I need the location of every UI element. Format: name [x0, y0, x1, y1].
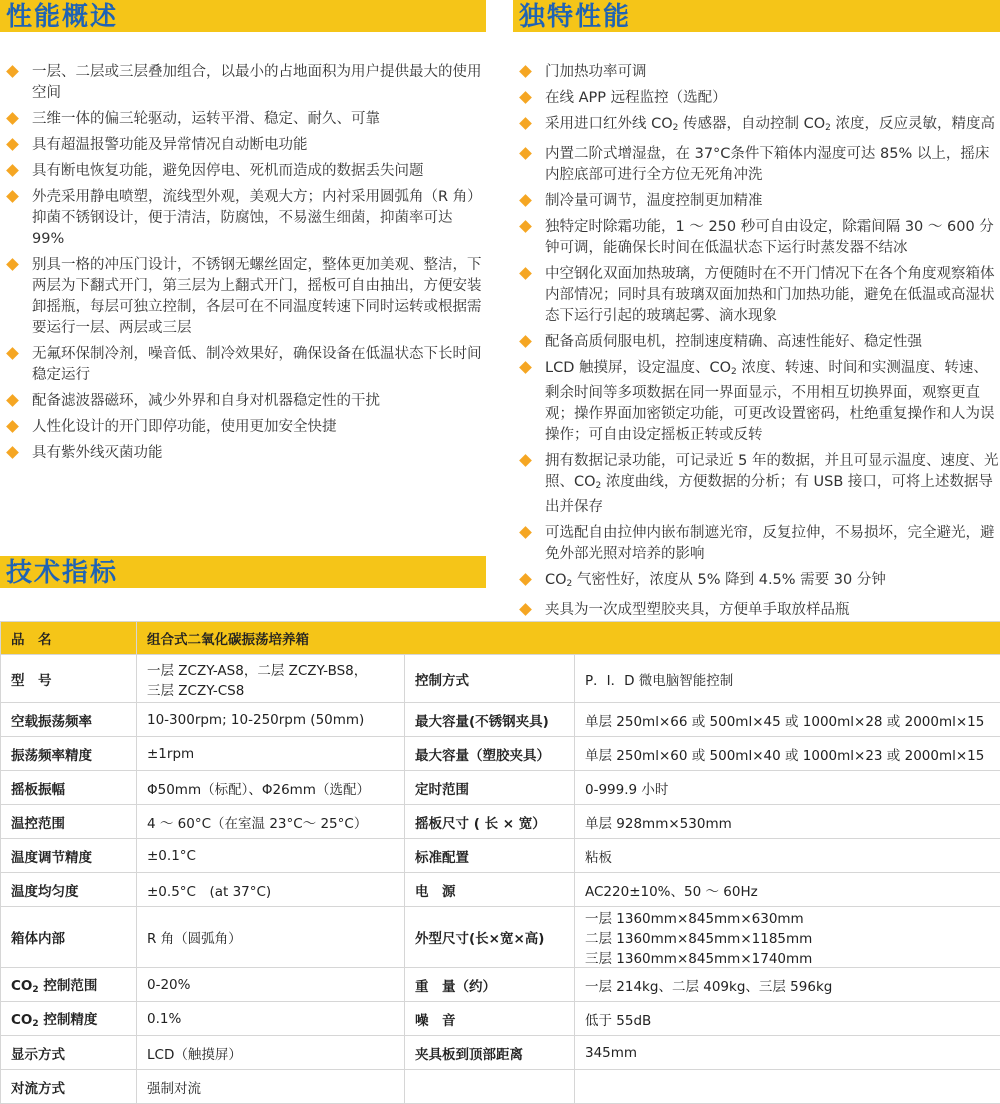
spec-value: 345mm [575, 1036, 1000, 1070]
diamond-bullet-icon [519, 603, 532, 616]
unique-item [513, 144, 1000, 186]
spec-value: 强制对流 [137, 1070, 405, 1104]
product-label: 品 名 [1, 622, 137, 655]
diamond-bullet-icon [519, 573, 532, 586]
spec-row [1, 655, 1000, 703]
unique-item-text: LCD 触摸屏，设定温度、$CO_2$ 浓度、转速、时间和实测温度、转速、剩余时间等多项数据在同一界面显示，不用相互切换界面，观察更直观；操作界面加密锁定功能，可更改设置密码，杜绝重复操作和人为误操作；可自由设定摇板正转或反转 [545, 360, 995, 443]
spec-header-row [1, 622, 1000, 655]
spec-value: 0-20% [137, 968, 405, 1002]
overview-item-text: 配备滤波器磁环，减少外界和自身对机器稳定性的干扰 [32, 393, 380, 409]
unique-item [513, 217, 1000, 259]
unique-item-text: 独特定时除霜功能，1 ～ 250 秒可自由设定，除霜间隔 30 ～ 600 分钟可调，能确保长时间在低温状态下运行时蒸发器不结冰 [545, 219, 994, 256]
spec-label: $CO_2$ 控制精度 [1, 1002, 137, 1036]
spec-label: 重 量（约） [405, 968, 575, 1002]
unique-item-text: 中空钢化双面加热玻璃，方便随时在不开门情况下在各个角度观察箱体内部情况；同时具有玻璃双面加热和门加热功能，避免在低温或高湿状态下运行引起的玻璃起雾、滴水现象 [545, 266, 995, 324]
unique-item-text: $CO_2$ 气密性好，浓度从 5% 降到 4.5% 需要 30 分钟 [545, 572, 886, 589]
spec-value: R 角（圆弧角） [137, 907, 405, 968]
spec-label: $CO_2$ 控制范围 [1, 968, 137, 1002]
spec-value: ±1rpm [137, 737, 405, 771]
unique-title: 独特性能 [519, 2, 632, 32]
diamond-bullet-icon [519, 220, 532, 233]
unique-item [513, 62, 1000, 83]
spec-value: ±0.5°C (at 37°C) [137, 873, 405, 907]
spec-row [1, 873, 1000, 907]
diamond-bullet-icon [519, 117, 532, 130]
overview-item [0, 344, 486, 386]
diamond-bullet-icon [519, 454, 532, 467]
overview-item [0, 187, 486, 250]
overview-item-text: 外壳采用静电喷塑，流线型外观，美观大方；内衬采用圆弧角（R 角）抑菌不锈钢设计，便于清洁，防腐蚀，不易滋生细菌，抑菌率可达 99% [32, 189, 482, 247]
spec-label: 箱体内部 [1, 907, 137, 968]
diamond-bullet-icon [6, 190, 19, 203]
spec-label: 定时范围 [405, 771, 575, 805]
diamond-bullet-icon [6, 394, 19, 407]
spec-row [1, 737, 1000, 771]
spec-label: 对流方式 [1, 1070, 137, 1104]
spec-label: 空载振荡频率 [1, 703, 137, 737]
unique-item [513, 88, 1000, 109]
spec-row [1, 1070, 1000, 1104]
spec-table [0, 621, 1000, 1104]
spec-row [1, 1002, 1000, 1036]
diamond-bullet-icon [6, 164, 19, 177]
tech-title: 技术指标 [6, 558, 119, 588]
overview-title: 性能概述 [6, 2, 119, 32]
unique-item-text: 制冷量可调节，温度控制更加精准 [545, 193, 763, 209]
spec-label: 摇板振幅 [1, 771, 137, 805]
spec-value: Φ50mm（标配）、Φ26mm（选配） [137, 771, 405, 805]
spec-value: 粘板 [575, 839, 1000, 873]
unique-item-text: 拥有数据记录功能，可记录近 5 年的数据，并且可显示温度、速度、光照、$CO_2$ 浓度曲线，方便数据的分析；有 USB 接口，可将上述数据导出并保存 [545, 453, 999, 515]
diamond-bullet-icon [519, 267, 532, 280]
diamond-bullet-icon [6, 112, 19, 125]
overview-item-text: 别具一格的冲压门设计，不锈钢无螺丝固定，整体更加美观、整洁，下两层为下翻式开门，第三层为上翻式开门，摇板可自由抽出，方便安装卸摇瓶，每层可独立控制，各层可在不同温度转速下同时运转或根据需要运行一层、两层或三层 [32, 257, 482, 336]
overview-item [0, 443, 486, 464]
spec-label: 温度均匀度 [1, 873, 137, 907]
spec-row [1, 907, 1000, 968]
diamond-bullet-icon [519, 361, 532, 374]
spec-row [1, 1036, 1000, 1070]
spec-value: 单层 250ml×60 或 500ml×40 或 1000ml×23 或 2000ml×15 [575, 737, 1000, 771]
overview-header [0, 0, 486, 32]
spec-value: 0-999.9 小时 [575, 771, 1000, 805]
unique-item [513, 114, 1000, 139]
spec-value: 低于 55dB [575, 1002, 1000, 1036]
spec-row [1, 839, 1000, 873]
unique-item-text: 配备高质伺服电机，控制速度精确、高速性能好、稳定性强 [545, 334, 922, 350]
overview-item-text: 无氟环保制冷剂，噪音低、制冷效果好，确保设备在低温状态下长时间稳定运行 [32, 346, 482, 383]
overview-item-text: 具有超温报警功能及异常情况自动断电功能 [32, 137, 308, 153]
spec-label: 电 源 [405, 873, 575, 907]
diamond-bullet-icon [519, 335, 532, 348]
overview-item [0, 109, 486, 130]
diamond-bullet-icon [6, 446, 19, 459]
spec-label: 标准配置 [405, 839, 575, 873]
product-value: 组合式二氧化碳振荡培养箱 [137, 622, 1000, 655]
spec-label: 控制方式 [405, 655, 575, 703]
unique-header [513, 0, 1000, 32]
overview-item [0, 391, 486, 412]
spec-value: 一层 1360mm×845mm×630mm 二层 1360mm×845mm×1185mm 三层 1360mm×845mm×1740mm [575, 907, 1000, 968]
unique-item [513, 264, 1000, 327]
unique-item [513, 191, 1000, 212]
spec-label: 显示方式 [1, 1036, 137, 1070]
spec-value: 10-300rpm; 10-250rpm (50mm) [137, 703, 405, 737]
spec-label: 型 号 [1, 655, 137, 703]
unique-item-text: 采用进口红外线 $CO_2$ 传感器，自动控制 $CO_2$ 浓度，反应灵敏，精度高 [545, 116, 995, 133]
spec-value: ±0.1°C [137, 839, 405, 873]
overview-item [0, 255, 486, 339]
overview-item-text: 一层、二层或三层叠加组合，以最小的占地面积为用户提供最大的使用空间 [32, 64, 482, 101]
diamond-bullet-icon [6, 258, 19, 271]
spec-value: 4 ～ 60°C（在室温 23°C～ 25°C） [137, 805, 405, 839]
tech-header [0, 556, 486, 588]
spec-row [1, 771, 1000, 805]
overview-item [0, 62, 486, 104]
unique-item [513, 570, 1000, 595]
diamond-bullet-icon [519, 147, 532, 160]
unique-item [513, 332, 1000, 353]
spec-label: 温度调节精度 [1, 839, 137, 873]
unique-column [513, 62, 1000, 652]
unique-item [513, 451, 1000, 518]
diamond-bullet-icon [519, 65, 532, 78]
spec-value: P．I．D 微电脑智能控制 [575, 655, 1000, 703]
spec-label: 噪 音 [405, 1002, 575, 1036]
unique-item-text: 内置二阶式增湿盘，在 37°C条件下箱体内湿度可达 85% 以上，摇床内腔底部可进行全方位无死角冲洗 [545, 146, 990, 183]
spec-label: 外型尺寸(长×宽×高) [405, 907, 575, 968]
diamond-bullet-icon [6, 138, 19, 151]
unique-item-text: 门加热功率可调 [545, 64, 647, 80]
overview-item-text: 具有紫外线灭菌功能 [32, 445, 163, 461]
spec-label: 摇板尺寸 ( 长 × 宽） [405, 805, 575, 839]
unique-item [513, 600, 1000, 621]
spec-value: 0.1% [137, 1002, 405, 1036]
overview-item [0, 161, 486, 182]
unique-item [513, 358, 1000, 446]
diamond-bullet-icon [6, 65, 19, 78]
spec-value: AC220±10%、50 ～ 60Hz [575, 873, 1000, 907]
unique-list [513, 62, 1000, 647]
unique-item-text: 夹具为一次成型塑胶夹具，方便单手取放样品瓶 [545, 602, 850, 618]
overview-item-text: 具有断电恢复功能，避免因停电、死机而造成的数据丢失问题 [32, 163, 424, 179]
diamond-bullet-icon [519, 91, 532, 104]
unique-item [513, 523, 1000, 565]
spec-row [1, 968, 1000, 1002]
overview-item [0, 135, 486, 156]
diamond-bullet-icon [6, 420, 19, 433]
spec-row [1, 703, 1000, 737]
overview-column [0, 62, 486, 469]
spec-label: 最大容量（塑胶夹具） [405, 737, 575, 771]
diamond-bullet-icon [6, 347, 19, 360]
spec-value [575, 1070, 1000, 1104]
spec-value: 一层 214kg、二层 409kg、三层 596kg [575, 968, 1000, 1002]
overview-item-text: 三维一体的偏三轮驱动，运转平滑、稳定、耐久、可靠 [32, 111, 380, 127]
diamond-bullet-icon [519, 526, 532, 539]
spec-value: 一层 ZCZY-AS8，二层 ZCZY-BS8， 三层 ZCZY-CS8 [137, 655, 405, 703]
spec-value: LCD（触摸屏） [137, 1036, 405, 1070]
diamond-bullet-icon [519, 194, 532, 207]
spec-label: 温控范围 [1, 805, 137, 839]
spec-value: 单层 928mm×530mm [575, 805, 1000, 839]
spec-row [1, 805, 1000, 839]
spec-value: 单层 250ml×66 或 500ml×45 或 1000ml×28 或 2000ml×15 [575, 703, 1000, 737]
spec-label: 夹具板到顶部距离 [405, 1036, 575, 1070]
spec-label [405, 1070, 575, 1104]
unique-item-text: 可选配自由拉伸内嵌布制遮光帘，反复拉伸，不易损坏，完全避光，避免外部光照对培养的影响 [545, 525, 995, 562]
overview-item [0, 417, 486, 438]
unique-item-text: 在线 APP 远程监控（选配） [545, 90, 727, 106]
overview-list [0, 62, 486, 464]
spec-label: 振荡频率精度 [1, 737, 137, 771]
overview-item-text: 人性化设计的开门即停功能，使用更加安全快捷 [32, 419, 337, 435]
spec-label: 最大容量(不锈钢夹具) [405, 703, 575, 737]
